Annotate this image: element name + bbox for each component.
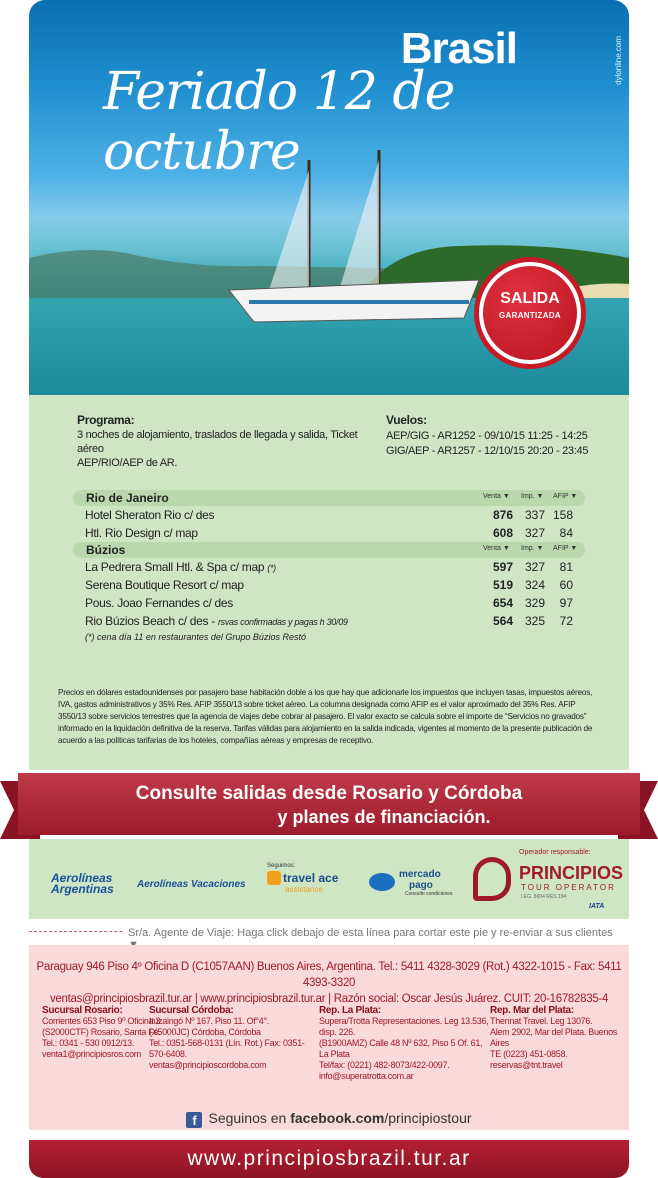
- col-venta-header[interactable]: Venta ▼: [483, 493, 510, 500]
- travel-ace-pre: Seguimos:: [267, 863, 296, 869]
- partner-logos: [29, 839, 629, 919]
- facebook-icon: f: [186, 1112, 202, 1128]
- branch-email[interactable]: venta1@principiosros.com: [42, 1049, 141, 1059]
- price-afip: 72: [559, 614, 573, 628]
- travel-ace-logo: [267, 863, 363, 894]
- ribbon-line-1: Consulte salidas desde Rosario y Córdoba: [135, 783, 523, 804]
- price-imp: 327: [524, 560, 545, 574]
- table-row: [73, 524, 585, 542]
- price-imp: 324: [524, 578, 545, 592]
- branch-line: Tel.: 0351-568-0131 (Lín. Rot.) Fax: 0351-570-6408.: [149, 1038, 305, 1059]
- price-afip: 97: [559, 596, 573, 610]
- hotel-name-text: La Pedrera Small Htl. & Spa c/ map: [85, 560, 268, 574]
- table-row: [73, 612, 585, 630]
- hero-banner: [29, 0, 629, 395]
- section-header-rio: [73, 490, 585, 506]
- table-row: [73, 558, 585, 576]
- branch-title: Sucursal Rosario:: [42, 1005, 123, 1016]
- travel-ace-text: travel ace: [283, 871, 339, 885]
- table-footnote: (*) cena día 11 en restaurantes del Grupo Búzios Restó: [85, 632, 306, 642]
- price-venta: 876: [492, 508, 513, 522]
- price-venta: 597: [492, 560, 513, 574]
- price-afip: 60: [559, 578, 573, 592]
- mp-sub: Consulte condiciones: [405, 891, 453, 897]
- travel-ace-sub: assistance: [285, 885, 323, 894]
- branch-email[interactable]: info@superatrotta.com.ar: [319, 1071, 414, 1081]
- head-office-address: [29, 959, 629, 1007]
- branch-line: Supera/Trotta Representaciones. Leg 13.536, disp. 226.: [319, 1016, 489, 1037]
- hero-title: Brasil: [400, 24, 517, 73]
- facebook-link[interactable]: [29, 1110, 629, 1132]
- vuelos-label: Vuelos:: [386, 413, 427, 427]
- contact-footer: [29, 945, 629, 1130]
- programa-block: [77, 413, 377, 470]
- programa-line-2: AEP/RIO/AEP de AR.: [77, 457, 178, 469]
- price-imp: 327: [524, 526, 545, 540]
- handshake-icon: [369, 873, 395, 891]
- vuelos-block: [386, 413, 616, 459]
- col-imp-header[interactable]: Imp. ▼: [521, 493, 544, 500]
- branch-line: (B1900AMZ) Calle 48 Nº 632, Piso 5 Of. 61, La Plata: [319, 1038, 483, 1059]
- badge-line-1: SALIDA: [500, 290, 560, 307]
- branch-line: TE (0223) 451-0858.: [490, 1049, 568, 1059]
- hotel-name: Pous. Joao Fernandes c/ des: [85, 596, 233, 610]
- branch-title: Sucursal Córdoba:: [149, 1005, 234, 1016]
- aerolineas-logo-line-1: Aerolíneas: [51, 871, 113, 885]
- price-imp: 337: [524, 508, 545, 522]
- iata-logo: IATA: [589, 903, 605, 910]
- price-venta: 564: [492, 614, 513, 628]
- hotel-name: Hotel Sheraton Rio c/ des: [85, 508, 215, 522]
- hero-subtitle: Feriado 12 de octubre: [103, 62, 455, 182]
- branch-line: Tel.: 0341 - 530 0912/13.: [42, 1038, 135, 1048]
- hotel-name: [85, 614, 348, 628]
- hotel-name: Serena Boutique Resort c/ map: [85, 578, 244, 592]
- hotel-note: (*): [267, 563, 276, 573]
- col-venta-header[interactable]: Venta ▼: [483, 545, 510, 552]
- price-afip: 81: [559, 560, 573, 574]
- fine-print: Precios en dólares estadounidenses por pasajero base habitación doble a los que hay que adicionarle los impuestos que incluyen tasas, impuestos aéreos, IVA, gastos administrativos y 35% Res. AFIP 3550/13 sobre ticket aéreo. La columna designada como AFIP es el valor aproximado del 35% Res. AFIP 3550/13 sobre servicios terrestres que la agencia de viajes debe cobrar al pasajero. El valor exacto se calcula sobre el importe de “Servicios no gravados” informado en la liquidación definitiva de la reserva. Tarifas válidas para alojamiento en la salida indicada, vigentes al momento de la presente publicación de acuerdo a las políticas tarifarias de los hoteles, compañías aéreas y empresas de receptivo.: [58, 688, 593, 745]
- website-bar[interactable]: [29, 1140, 629, 1178]
- vuelos-line-2: GIG/AEP - AR1257 - 12/10/15 20:20 - 23:45: [386, 445, 589, 457]
- price-venta: 608: [492, 526, 513, 540]
- rep-mar-del-plata: [490, 1005, 622, 1071]
- travel-ace-name: [267, 871, 363, 885]
- hotel-name: [85, 560, 276, 574]
- table-row: [73, 576, 585, 594]
- mp-line-1: mercado: [399, 869, 441, 880]
- section-name: Rio de Janeiro: [86, 491, 169, 505]
- branch-line: (S2000CTF) Rosario, Santa Fe.: [42, 1027, 161, 1037]
- branch-line: Corrientes 653 Piso 9º Oficina 3.: [42, 1016, 163, 1026]
- address-line-2[interactable]: ventas@principiosbrazil.tur.ar | www.principiosbrazil.tur.ar | Razón social: Oscar Jesús Juárez. CUIT: 20-16782835-4: [49, 993, 609, 1005]
- offer-panel: [29, 395, 629, 770]
- branch-line: Alem 2902, Mar del Plata. Buenos Aires: [490, 1027, 617, 1048]
- branch-email[interactable]: reservas@tnt.travel: [490, 1060, 563, 1070]
- principios-tour: TOUR OPERATOR: [521, 883, 616, 892]
- principios-name: PRINCIPIOS: [519, 863, 624, 883]
- price-imp: 329: [524, 596, 545, 610]
- facebook-bold: facebook.com: [290, 1110, 385, 1126]
- newsletter-card: [29, 0, 629, 1178]
- principios-legajo: LEG. 8604 RES.194: [521, 894, 567, 900]
- section-header-buzios: [73, 542, 585, 558]
- vuelos-line-1: AEP/GIG - AR1252 - 09/10/15 11:25 - 14:25: [386, 430, 588, 442]
- website-url[interactable]: www.principiosbrazil.tur.ar: [187, 1147, 471, 1170]
- aerolineas-logo-line-2: Argentinas: [51, 882, 114, 896]
- travel-ace-icon: [267, 871, 281, 885]
- branch-title: Rep. Mar del Plata:: [490, 1005, 574, 1016]
- branch-line: Ituzaingó Nº 167. Piso 11. Of°4°.: [149, 1016, 269, 1026]
- cut-instruction: Sr/a. Agente de Viaje: Haga click debajo de esta línea para cortar este pie y re-enviar a sus clientes: [124, 927, 629, 951]
- price-venta: 519: [492, 578, 513, 592]
- photo-credit: dylonline.com: [614, 36, 623, 85]
- hotel-name: Htl. Rio Design c/ map: [85, 526, 198, 540]
- aerolineas-argentinas-logo: [51, 873, 114, 895]
- rep-la-plata: [319, 1005, 489, 1082]
- address-line-1: Paraguay 946 Piso 4º Oficina D (C1057AAN) Buenos Aires, Argentina. Tel.: 5411 4328-3029 (Rot.) 4322-1015 - Fax: 5411 4393-3320: [36, 961, 622, 989]
- aerolineas-vacaciones-logo: Aerolíneas Vacaciones: [137, 879, 246, 890]
- hotel-name-text: Rio Búzios Beach c/ des -: [85, 614, 218, 628]
- principios-p-icon: [473, 857, 511, 901]
- ribbon-line-2: y planes de financiación.: [277, 807, 491, 827]
- mp-line-2: pago: [409, 880, 433, 891]
- price-afip: 158: [553, 508, 574, 522]
- branch-title: Rep. La Plata:: [319, 1005, 381, 1016]
- principios-logo: [469, 849, 624, 915]
- ribbon-banner: [0, 773, 658, 839]
- branch-line: Thennat Travel. Leg 13076.: [490, 1016, 593, 1026]
- mercado-pago-logo: [369, 869, 459, 897]
- programa-label: Programa:: [77, 413, 135, 427]
- col-afip-header[interactable]: AFIP ▼: [553, 493, 578, 500]
- price-venta: 654: [492, 596, 513, 610]
- branch-line: Tel/fax: (0221) 482-8073/422-0097.: [319, 1060, 450, 1070]
- facebook-pre: Seguinos en: [208, 1110, 291, 1126]
- cut-line[interactable]: [29, 919, 629, 945]
- salida-garantizada-badge: [479, 262, 581, 364]
- op-label: Operador responsable:: [519, 849, 591, 856]
- branch-cordoba: [149, 1005, 314, 1071]
- col-afip-header[interactable]: AFIP ▼: [553, 545, 578, 552]
- table-row: [73, 506, 585, 524]
- table-row: [73, 594, 585, 612]
- badge-line-2: GARANTIZADA: [499, 311, 561, 320]
- section-name: Búzios: [86, 543, 126, 557]
- price-table: [73, 490, 585, 642]
- facebook-post: /principiostour: [384, 1110, 472, 1126]
- branch-line: (X5000JC) Córdoba, Córdoba: [149, 1027, 261, 1037]
- price-afip: 84: [559, 526, 573, 540]
- col-imp-header[interactable]: Imp. ▼: [521, 545, 544, 552]
- hotel-note: rsvas confirmadas y pagas h 30/09: [217, 617, 348, 627]
- price-imp: 325: [524, 614, 545, 628]
- branch-email[interactable]: ventas@principioscordoba.com: [149, 1060, 267, 1070]
- programa-line-1: 3 noches de alojamiento, traslados de llegada y salida, Ticket aéreo: [77, 429, 358, 455]
